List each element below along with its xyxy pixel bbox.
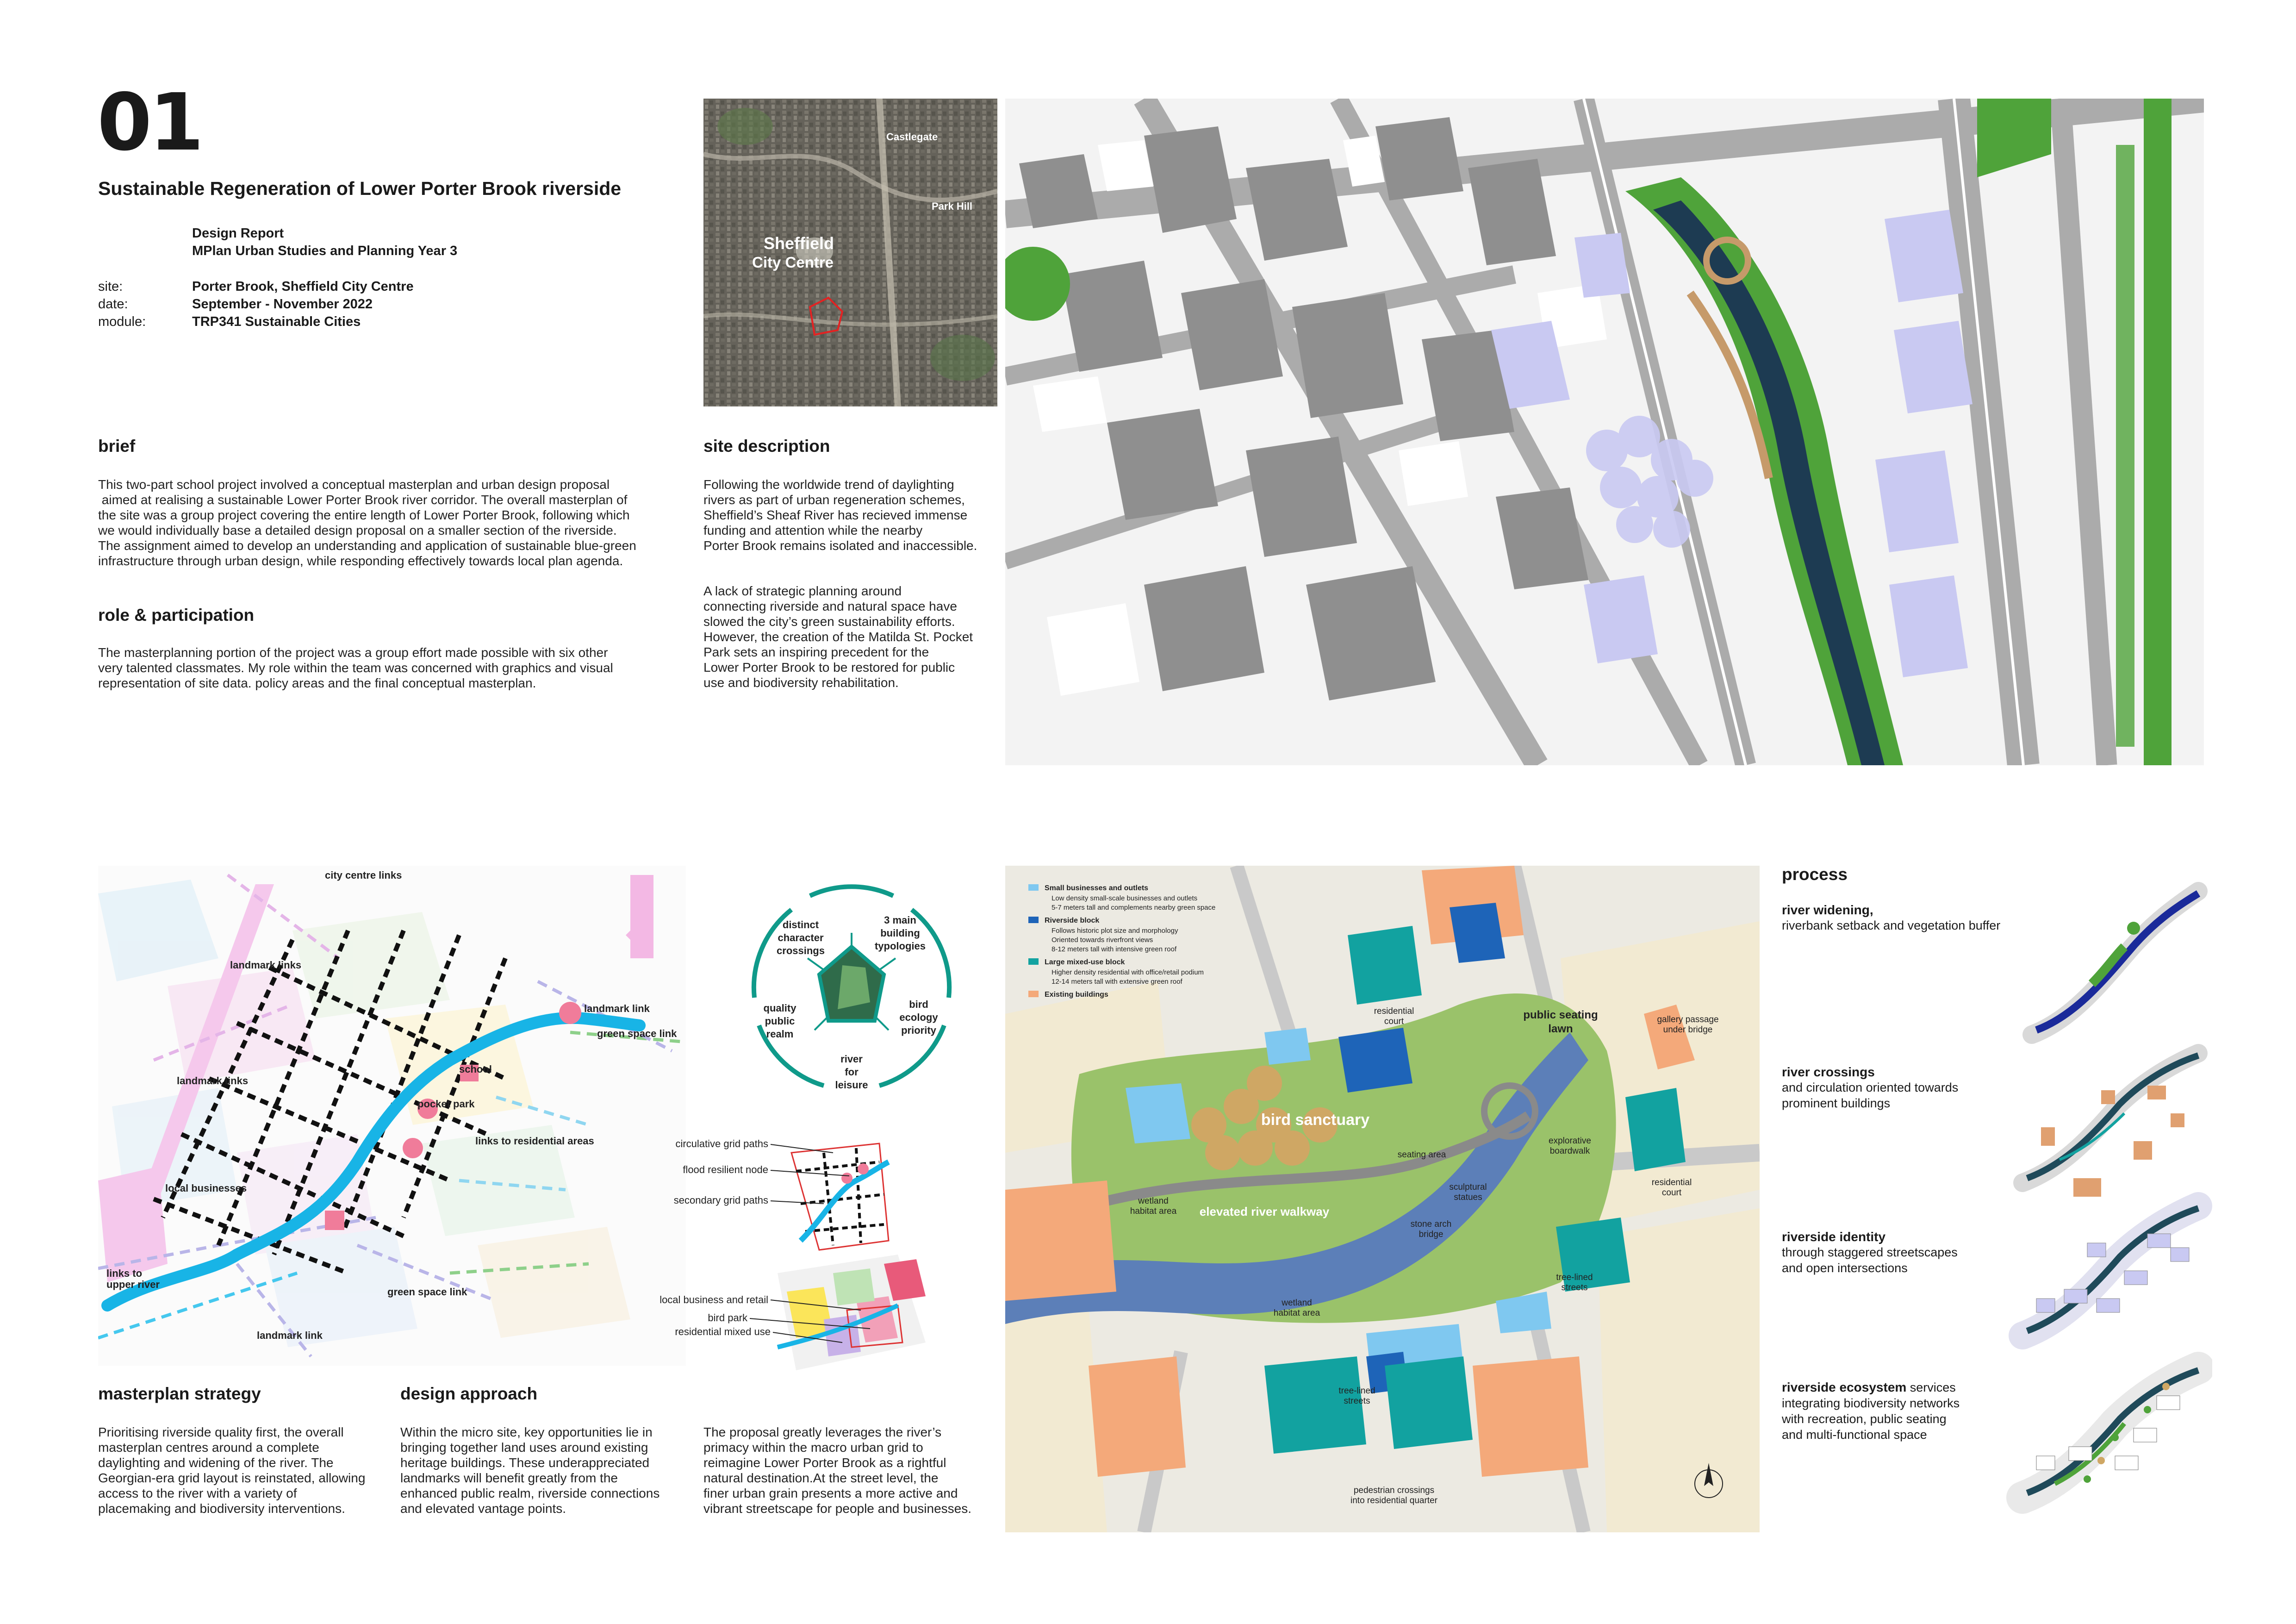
label-pocket-park: pocket park	[417, 1098, 475, 1110]
plan-label: residential	[1651, 1178, 1692, 1187]
role-line: very talented classmates. My role within the team was concerned with graphics and visual	[98, 661, 613, 675]
strategy-line: masterplan centres around a complete	[98, 1440, 319, 1455]
plan-label: habitat area	[1273, 1308, 1320, 1318]
process-step-text: and multi-functional space	[1782, 1428, 1927, 1442]
legend-sub: 12-14 meters tall with extensive green roof	[1052, 978, 1182, 986]
site-desc-line: use and biodiversity rehabilitation.	[703, 675, 899, 690]
wheel-item-5-l3: realm	[766, 1028, 794, 1040]
process-step-text: and circulation oriented towards	[1782, 1081, 1959, 1094]
project-title: Sustainable Regeneration of Lower Porter Brook riverside	[98, 178, 622, 199]
plan-label: wetland	[1138, 1196, 1169, 1206]
role-line: representation of site data. policy areas and the final conceptual masterplan.	[98, 676, 536, 690]
label-links-upper-2: upper river	[106, 1279, 160, 1290]
label-school: school	[459, 1063, 492, 1075]
plan-label: streets	[1344, 1396, 1370, 1406]
label-city-centre-links: city centre links	[325, 869, 402, 881]
site-plan-legend	[1028, 884, 1215, 999]
process-diagram-4	[2022, 1368, 2198, 1498]
process-diagrams	[1995, 882, 2212, 1530]
plan-label: into residential quarter	[1350, 1496, 1437, 1505]
label-circulative-grid: circulative grid paths	[675, 1138, 768, 1149]
wheel-item-2-l3: typologies	[874, 940, 926, 952]
process-step-text: with recreation, public seating	[1782, 1412, 1947, 1426]
approach-line: reimagine Lower Porter Brook as a rightful	[703, 1455, 946, 1470]
plan-label: gallery passage	[1657, 1015, 1719, 1024]
brief-line: aimed at realising a sustainable Lower Porter Brook river corridor. The overall masterplan of	[98, 493, 628, 507]
process-step-2	[1782, 1065, 2013, 1111]
label-links-residential: links to residential areas	[475, 1135, 594, 1147]
approach-line: finer urban grain presents a more active and	[703, 1486, 958, 1500]
aerial-photo	[703, 99, 997, 406]
approach-line: vibrant streetscape for people and businesses.	[703, 1501, 972, 1516]
legend-title-4: Existing buildings	[1045, 991, 1108, 999]
plan-label: residential	[1374, 1006, 1414, 1016]
aerial-label-castlegate: Castlegate	[886, 131, 938, 143]
plan-label: pedestrian crossings	[1353, 1486, 1435, 1495]
process-step-1	[1782, 903, 2013, 933]
site-desc-line: However, the creation of the Matilda St. Pocket	[703, 630, 973, 644]
meta-labels	[98, 278, 146, 331]
plan-label: seating area	[1397, 1150, 1446, 1160]
site-value: Porter Brook, Sheffield City Centre	[192, 279, 414, 294]
3d-model-render	[1005, 99, 2204, 765]
module-label: module:	[98, 314, 146, 329]
wheel-item-1-l1: distinct	[782, 919, 819, 931]
plan-label: explorative	[1549, 1136, 1591, 1146]
label-green-space-link-bottom: green space link	[387, 1286, 467, 1298]
site-desc-line: Following the worldwide trend of daylighting	[703, 477, 954, 492]
label-green-space-link-top: green space link	[597, 1028, 677, 1039]
site-desc-line: funding and attention while the nearby	[703, 523, 923, 537]
process-step-title: riverside ecosystem	[1782, 1380, 1907, 1394]
role-text	[98, 645, 700, 691]
approach-line: primacy within the macro urban grid to	[703, 1440, 923, 1455]
wheel-item-1-l2: character	[778, 932, 824, 943]
plan-label: lawn	[1548, 1023, 1573, 1035]
approach-line: landmarks will benefit greatly from the	[400, 1471, 618, 1485]
wheel-item-5-l2: public	[765, 1015, 795, 1027]
plan-label: tree-lined	[1556, 1273, 1593, 1282]
wheel-item-4-l1: river	[840, 1053, 863, 1065]
plan-label: boardwalk	[1549, 1146, 1590, 1156]
process-step-3	[1782, 1230, 2013, 1276]
role-heading: role & participation	[98, 606, 255, 625]
brief-text	[98, 477, 700, 568]
design-approach-text-2	[703, 1424, 1009, 1516]
approach-line: and elevated vantage points.	[400, 1501, 566, 1516]
legend-title-2: Riverside block	[1045, 917, 1100, 924]
process-step-title: river crossings	[1782, 1065, 1875, 1079]
plan-label: statues	[1454, 1193, 1482, 1202]
site-description-para-1	[703, 477, 1000, 553]
brief-line: The assignment aimed to develop an understanding and application of sustainable blue-green	[98, 538, 636, 553]
plan-label: wetland	[1282, 1298, 1312, 1308]
site-desc-line: rivers as part of urban regeneration schemes,	[703, 493, 965, 507]
strategy-line: Georgian-era grid layout is reinstated, allowing	[98, 1471, 366, 1485]
approach-line: bringing together land uses around existing	[400, 1440, 648, 1455]
plan-label: under bridge	[1663, 1025, 1713, 1035]
label-landmark-links-2: landmark links	[177, 1075, 249, 1087]
label-local-businesses: local businesses	[165, 1182, 247, 1194]
process-step-title: river widening,	[1782, 903, 1873, 917]
report-line-1: Design Report	[192, 226, 284, 241]
approach-line: natural destination.At the street level, the	[703, 1471, 939, 1485]
label-links-upper-1: links to	[106, 1268, 143, 1279]
process-step-title: riverside identity	[1782, 1230, 1886, 1244]
legend-title-1: Small businesses and outlets	[1045, 884, 1149, 892]
module-value: TRP341 Sustainable Cities	[192, 314, 361, 329]
wheel-item-3-l2: ecology	[899, 1012, 938, 1023]
strategy-line: access to the river with a variety of	[98, 1486, 297, 1500]
process-step-text: riverbank setback and vegetation buffer	[1782, 918, 2001, 932]
brief-heading: brief	[98, 437, 136, 456]
process-diagram-3	[2022, 1206, 2198, 1336]
wheel-item-5-l1: quality	[763, 1002, 796, 1014]
wheel-item-3-l3: priority	[901, 1024, 936, 1036]
process-step-text: and open intersections	[1782, 1261, 1908, 1275]
site-desc-line: Sheffield’s Sheaf River has recieved immense	[703, 508, 968, 522]
site-desc-line: connecting riverside and natural space have	[703, 599, 957, 613]
legend-sub: Follows historic plot size and morphology	[1052, 927, 1178, 935]
strategy-line: placemaking and biodiversity interventions.	[98, 1501, 345, 1516]
wheel-item-3-l1: bird	[909, 999, 928, 1010]
plan-label: tree-lined	[1338, 1386, 1375, 1396]
legend-sub: 5-7 meters tall and complements nearby green space	[1052, 904, 1216, 912]
plan-label: court	[1661, 1188, 1682, 1198]
report-info	[192, 225, 457, 260]
masterplan-strategy-text	[98, 1424, 394, 1516]
aerial-label-park-hill: Park Hill	[932, 200, 973, 212]
plan-label: sculptural	[1449, 1182, 1487, 1192]
aerial-label-sheffield: Sheffield	[764, 234, 834, 253]
legend-sub: Oriented towards riverfront views	[1052, 936, 1153, 944]
project-number: 01	[97, 77, 201, 169]
plan-label-bird-sanctuary: bird sanctuary	[1261, 1111, 1370, 1129]
report-line-2: MPlan Urban Studies and Planning Year 3	[192, 244, 458, 258]
strategy-line: daylighting and widening of the river. The	[98, 1455, 334, 1470]
wheel-item-4-l2: for	[845, 1066, 859, 1078]
brief-line: infrastructure through urban design, while responding effectively towards local plan agenda.	[98, 554, 623, 568]
strategy-wheel	[736, 877, 967, 1109]
site-description-para-2	[703, 583, 1000, 690]
plan-label: habitat area	[1130, 1206, 1177, 1216]
label-landmark-link-top: landmark link	[584, 1003, 650, 1014]
meta-values	[192, 278, 414, 331]
site-description-heading: site description	[703, 437, 830, 456]
plan-label: stone arch	[1410, 1219, 1452, 1229]
site-desc-line: Lower Porter Brook to be restored for public	[703, 660, 955, 675]
brief-line: we would individually base a detailed design proposal on a smaller section of the riverside.	[98, 523, 617, 537]
brief-line: This two-part school project involved a conceptual masterplan and urban design proposal	[98, 477, 610, 492]
process-step-4	[1782, 1380, 2022, 1443]
site-desc-line: slowed the city’s green sustainability efforts.	[703, 614, 955, 629]
process-step-text: through staggered streetscapes	[1782, 1245, 1958, 1259]
approach-line: The proposal greatly leverages the river’s	[703, 1425, 942, 1439]
wheel-item-2-l1: 3 main	[884, 914, 916, 926]
site-label: site:	[98, 279, 123, 294]
wheel-item-4-l3: leisure	[835, 1079, 868, 1091]
label-secondary-grid: secondary grid paths	[673, 1194, 768, 1206]
strategy-line: Prioritising riverside quality first, the overall	[98, 1425, 344, 1439]
approach-line: Within the micro site, key opportunities lie in	[400, 1425, 653, 1439]
legend-sub: 8-12 meters tall with intensive green roof	[1052, 945, 1177, 953]
aerial-label-city-centre: City Centre	[752, 254, 834, 271]
brief-line: the site was a group project covering the entire length of Lower Porter Brook, following which	[98, 508, 630, 522]
wheel-item-1-l3: crossings	[777, 945, 825, 956]
masterplan-map	[98, 866, 686, 1366]
wheel-item-2-l2: building	[880, 927, 920, 939]
plan-label: bridge	[1419, 1230, 1444, 1239]
plan-label: public seating	[1523, 1009, 1598, 1021]
approach-line: heritage buildings. These underappreciated	[400, 1455, 650, 1470]
process-diagram-2	[2022, 1053, 2198, 1197]
plan-label-elevated-walkway: elevated river walkway	[1199, 1205, 1330, 1218]
design-approach-heading: design approach	[400, 1384, 538, 1403]
legend-sub: Higher density residential with office/retail podium	[1052, 968, 1204, 976]
legend-sub: Low density small-scale businesses and outlets	[1052, 894, 1198, 902]
process-step-title-suffix: services	[1906, 1380, 1956, 1394]
plan-label: streets	[1561, 1283, 1588, 1293]
site-desc-line: Park sets an inspiring precedent for the	[703, 645, 929, 659]
label-bird-park: bird park	[708, 1312, 747, 1324]
date-label: date:	[98, 297, 128, 312]
micro-site-diagram	[639, 1125, 1009, 1389]
label-flood-node: flood resilient node	[683, 1164, 768, 1175]
label-landmark-link-bottom: landmark link	[257, 1330, 323, 1341]
approach-line: enhanced public realm, riverside connections	[400, 1486, 660, 1500]
process-step-text: integrating biodiversity networks	[1782, 1396, 1960, 1410]
process-step-text: prominent buildings	[1782, 1096, 1891, 1110]
plan-label: court	[1384, 1017, 1404, 1026]
site-desc-line: Porter Brook remains isolated and inaccessible.	[703, 538, 977, 553]
masterplan-strategy-heading: masterplan strategy	[98, 1384, 261, 1403]
process-diagram-1	[2032, 891, 2198, 1035]
site-plan	[1005, 866, 1760, 1532]
label-landmark-links-1: landmark links	[230, 959, 302, 971]
date-value: September - November 2022	[192, 297, 373, 312]
site-desc-line: A lack of strategic planning around	[703, 584, 902, 598]
process-heading: process	[1782, 865, 1848, 884]
design-approach-text-1	[400, 1424, 697, 1516]
label-residential-mixed-use: residential mixed use	[675, 1326, 771, 1337]
role-line: The masterplanning portion of the project was a group effort made possible with six other	[98, 645, 608, 660]
label-local-business-retail: local business and retail	[660, 1294, 768, 1305]
legend-title-3: Large mixed-use block	[1045, 958, 1125, 966]
